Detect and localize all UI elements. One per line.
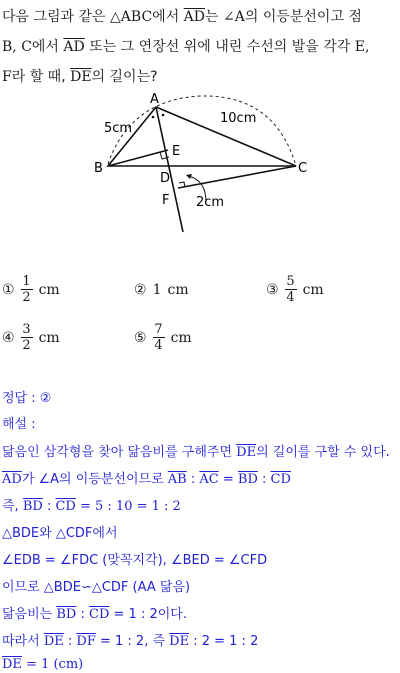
solution-line-6: 이므로 △BDE∽△CDF (AA 닮음) [2, 580, 191, 595]
choice-number: ③ [266, 281, 279, 298]
solution-line-4: △BDE와 △CDF에서 [2, 526, 118, 541]
length-ab: 5cm [104, 121, 133, 136]
bisector-line [156, 107, 183, 232]
choice-4[interactable]: ④ $\frac{3}{2}$ cm [2, 322, 60, 353]
label-c: C [298, 161, 308, 176]
question-line-1: 다음 그림과 같은 △ABC에서 $\overline{AD}$는 ∠A의 이등분선이고 점 [2, 9, 362, 25]
question-line-3: F라 할 때, $\overline{DE}$의 길이는? [2, 69, 158, 85]
label-f: F [162, 193, 170, 208]
solution-line-3: 즉, $\overline{BD}$ : $\overline{CD} = 5$ : 10 = 1 : 2 [2, 499, 181, 514]
choice-1[interactable]: ① $\frac{1}{2}$ cm [2, 274, 60, 305]
label-d: D [160, 171, 171, 186]
fraction: $\frac{7}{4}$ [154, 322, 163, 353]
choice-number: ④ [2, 329, 15, 346]
choice-2[interactable]: ② 1 cm [134, 282, 189, 298]
choice-number: ② [134, 282, 147, 298]
label-b: B [94, 161, 103, 176]
choice-5[interactable]: ⑤ $\frac{7}{4}$ cm [134, 322, 192, 353]
fraction: $\frac{5}{4}$ [286, 274, 295, 305]
choice-3[interactable]: ③ $\frac{5}{4}$ cm [266, 274, 324, 305]
solution-line-2: $\overline{AD}$가 ∠A의 이등분선이므로 $\overline{AB}$ : $\overline{AC} = \overline{BD}$ : $\overline{CD}$ [2, 472, 291, 487]
label-e: E [172, 144, 181, 159]
perpendicular-cf [178, 166, 296, 188]
length-ac: 10cm [220, 111, 257, 126]
angle-mark-2 [162, 114, 165, 117]
explanation-label: 해설 : [2, 417, 36, 432]
triangle-figure [90, 88, 320, 236]
choice-number: ① [2, 281, 15, 298]
answer: 정답 : ② [2, 391, 52, 406]
perpendicular-be [108, 150, 168, 166]
solution-line-5: ∠EDB = ∠FDC (맞꼭지각), ∠BED = ∠CFD [2, 553, 268, 568]
question-line-2: B, C에서 $\overline{AD}$ 또는 그 연장선 위에 내린 수선의 발을 각각 E, [2, 39, 370, 55]
solution-line-8: 따라서 $\overline{DE}$ : $\overline{DF} = 1$ : 2, 즉 $\overline{DE}$ : 2 = 1 : 2 [2, 634, 259, 649]
fraction: $\frac{3}{2}$ [22, 322, 31, 353]
length-df: 2cm [196, 195, 225, 210]
angle-mark-1 [152, 116, 155, 119]
solution-line-7: 닮음비는 $\overline{BD}$ : $\overline{CD} = 1$ : 2이다. [2, 607, 187, 622]
solution-line-1: 닮음인 삼각형을 찾아 닮음비를 구해주면 $\overline{DE}$의 길이를 구할 수 있다. [2, 445, 390, 460]
solution-line-9: $\overline{DE} = 1$ (cm) [2, 657, 84, 672]
label-a: A [150, 92, 159, 107]
fraction: $\frac{1}{2}$ [22, 274, 31, 305]
question-text [2, 2, 398, 92]
choice-number: ⑤ [134, 329, 147, 346]
triangle-abc [108, 107, 296, 166]
